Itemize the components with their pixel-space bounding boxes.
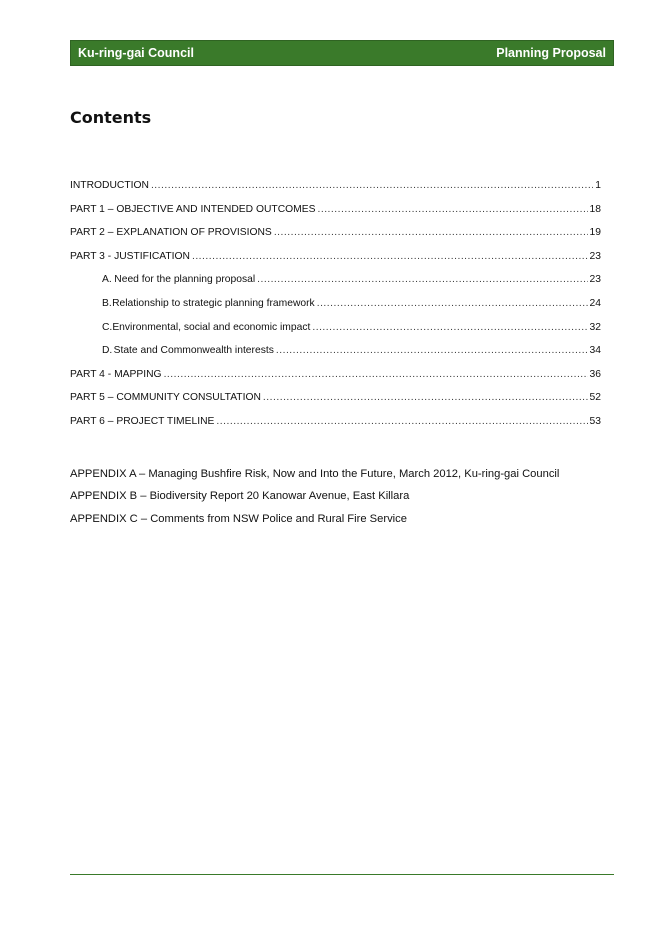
toc-entry-page: 23 [589,274,601,286]
toc-dot-leader [263,392,588,403]
toc-dot-leader [164,369,588,380]
toc-entry-label: State and Commonwealth interests [113,345,274,357]
toc-entry-page: 18 [589,203,601,215]
toc-entry-page: 24 [589,297,601,309]
appendix-b[interactable]: APPENDIX B – Biodiversity Report 20 Kanowar Avenue, East Killara [70,490,410,503]
toc-entry-label: Need for the planning proposal [114,274,256,286]
toc-entry-label: Environmental, social and economic impact [112,321,311,333]
toc-entry-label: PART 1 – OBJECTIVE AND INTENDED OUTCOMES [70,203,316,215]
toc-entry-label: PART 6 – PROJECT TIMELINE [70,415,215,427]
appendix-a[interactable]: APPENDIX A – Managing Bushfire Risk, Now and Into the Future, March 2012, Ku-ring-gai Council [70,468,560,480]
toc-subentry-a[interactable] [70,274,601,298]
toc-dot-leader [276,345,588,356]
toc-subentry-letter: C. [102,321,113,333]
toc-entry-page: 34 [589,345,601,357]
toc-entry-part-5[interactable] [70,392,601,416]
toc-dot-leader [216,416,587,427]
toc-dot-leader [317,298,588,309]
appendix-c[interactable]: APPENDIX C – Comments from NSW Police and Rural Fire Service [70,512,407,525]
toc-dot-leader [317,204,587,215]
toc-entry-page: 53 [589,415,601,427]
toc-entry-part-3[interactable] [70,251,601,275]
toc-dot-leader [151,180,593,191]
toc-entry-label: Relationship to strategic planning framework [112,297,315,309]
toc-dot-leader [312,322,587,333]
appendix-list [70,468,559,535]
toc-subentry-c[interactable] [70,322,601,346]
toc-entry-part-1[interactable] [70,204,601,228]
toc-entry-label: INTRODUCTION [70,180,149,191]
toc-subentry-d[interactable] [70,345,601,369]
toc-entry-introduction[interactable] [70,180,601,204]
header-document-type: Planning Proposal [496,46,606,60]
toc-subentry-letter: D. [102,345,113,357]
toc-entry-page: 19 [589,227,601,239]
toc-entry-part-2[interactable] [70,227,601,251]
toc-dot-leader [274,227,588,238]
footer-divider [70,874,614,875]
toc-subentry-b[interactable] [70,298,601,322]
page-title: Contents [70,108,152,127]
toc-entry-page: 1 [595,180,601,191]
toc-entry-label: PART 5 – COMMUNITY CONSULTATION [70,392,261,404]
toc-subentry-letter: A. [102,274,112,286]
toc-entry-part-4[interactable] [70,369,601,393]
toc-entry-page: 52 [589,392,601,404]
header-organisation: Ku-ring-gai Council [78,46,194,60]
table-of-contents [70,180,601,440]
toc-entry-label: PART 4 - MAPPING [70,368,162,380]
toc-entry-label: PART 3 - JUSTIFICATION [70,250,190,262]
toc-entry-page: 32 [589,321,601,333]
toc-entry-page: 23 [589,250,601,262]
toc-dot-leader [257,274,587,285]
page-header [70,40,614,66]
toc-entry-page: 36 [589,368,601,380]
toc-dot-leader [192,251,588,262]
toc-entry-part-6[interactable] [70,416,601,440]
toc-subentry-letter: B. [102,297,112,309]
toc-entry-label: PART 2 – EXPLANATION OF PROVISIONS [70,227,272,239]
